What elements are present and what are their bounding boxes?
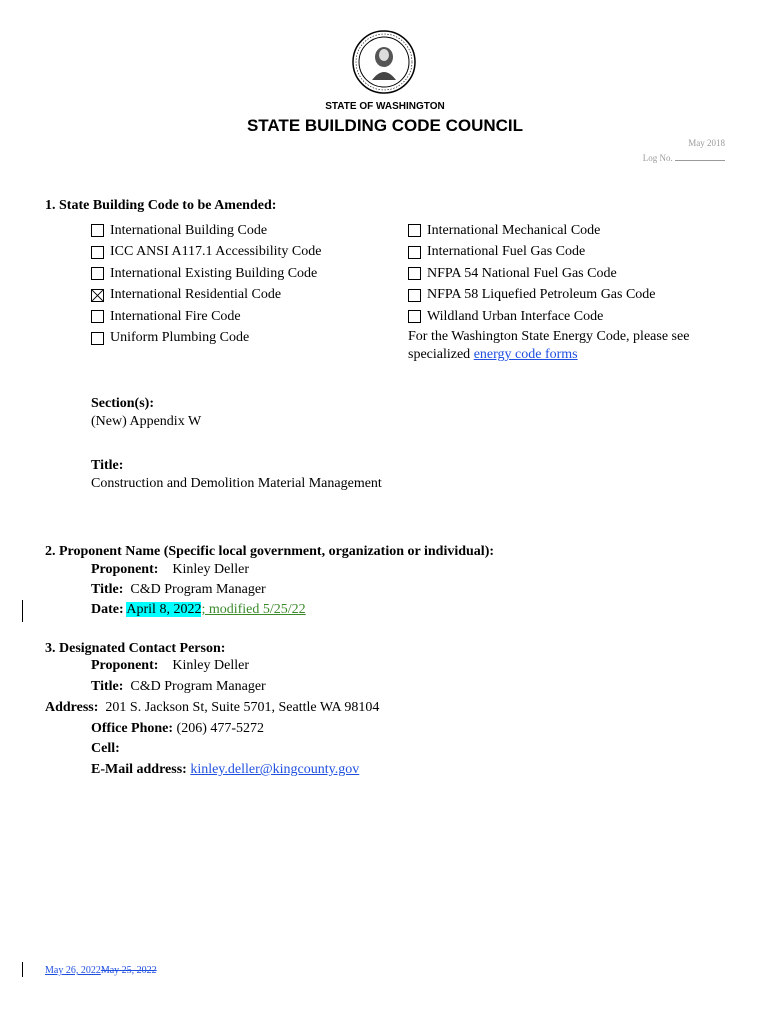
code-option[interactable] (408, 306, 656, 328)
checkbox[interactable] (91, 246, 104, 259)
code-label: International Residential Code (110, 287, 282, 303)
contact-proponent-row: Proponent: Kinley Deller (91, 658, 250, 673)
office-phone-value: (206) 477-5272 (176, 721, 265, 736)
checkbox[interactable] (91, 267, 104, 280)
contact-title-value: C&D Program Manager (130, 679, 266, 694)
code-label: Wildland Urban Interface Code (427, 308, 604, 324)
change-bar (22, 600, 23, 622)
code-option[interactable] (408, 263, 656, 285)
date-modified-insertion: ; modified 5/25/22 (201, 602, 306, 617)
cell-label: Cell: (91, 741, 120, 756)
contact-proponent-value: Kinley Deller (172, 658, 250, 673)
washington-state-seal-icon (352, 30, 416, 94)
council-title: STATE BUILDING CODE COUNCIL (246, 116, 524, 135)
energy-code-note-line2: specialized energy code forms (408, 347, 578, 362)
state-label: STATE OF WASHINGTON (325, 101, 445, 112)
right-code-list (408, 220, 656, 328)
code-option[interactable] (408, 220, 656, 242)
checkbox[interactable] (408, 224, 421, 237)
checkbox-checked[interactable] (91, 289, 104, 302)
sections-label: Section(s): (91, 396, 154, 411)
section2-heading: 2. Proponent Name (Specific local government, organization or individual): (45, 544, 495, 559)
checkbox[interactable] (408, 289, 421, 302)
code-option[interactable] (91, 220, 321, 242)
footer-change-bar (22, 962, 23, 977)
code-label: International Fuel Gas Code (427, 244, 586, 260)
code-label: NFPA 54 National Fuel Gas Code (427, 265, 617, 281)
proponent-value: Kinley Deller (172, 562, 250, 577)
address-row: Address: 201 S. Jackson St, Suite 5701, Seattle WA 98104 (45, 700, 380, 715)
code-option[interactable] (408, 242, 656, 264)
code-label: International Mechanical Code (427, 222, 601, 238)
section3-heading: 3. Designated Contact Person: (45, 641, 226, 656)
section1-heading: 1. State Building Code to be Amended: (45, 198, 277, 213)
checkbox[interactable] (91, 310, 104, 323)
code-label: NFPA 58 Liquefied Petroleum Gas Code (427, 287, 656, 303)
contact-title-row: Title: C&D Program Manager (91, 679, 266, 694)
code-label: International Fire Code (110, 308, 241, 324)
sections-value: (New) Appendix W (91, 414, 202, 429)
code-label: International Building Code (110, 222, 268, 238)
code-option[interactable] (91, 328, 321, 350)
checkbox[interactable] (408, 310, 421, 323)
checkbox[interactable] (91, 332, 104, 345)
proponent-row: Proponent: Kinley Deller (91, 562, 250, 577)
checkbox[interactable] (408, 267, 421, 280)
code-option[interactable] (91, 285, 321, 307)
checkbox[interactable] (91, 224, 104, 237)
log-number-field: Log No. (643, 151, 725, 163)
code-option[interactable] (408, 285, 656, 307)
address-value: 201 S. Jackson St, Suite 5701, Seattle WA 98104 (105, 700, 380, 715)
code-option[interactable] (91, 306, 321, 328)
code-label: ICC ANSI A117.1 Accessibility Code (110, 244, 322, 260)
proponent-title-row: Title: C&D Program Manager (91, 582, 266, 597)
title-label: Title: (91, 458, 124, 473)
form-revision-date: May 2018 (688, 138, 725, 148)
date-value: April 8, 2022 (126, 602, 202, 617)
checkbox[interactable] (408, 246, 421, 259)
code-option[interactable] (91, 263, 321, 285)
office-phone-row: Office Phone: (206) 477-5272 (91, 721, 265, 736)
email-row: E-Mail address: kinley.deller@kingcounty.gov (91, 762, 360, 777)
title-value: Construction and Demolition Material Management (91, 476, 382, 491)
left-code-list (91, 220, 321, 349)
proponent-title-value: C&D Program Manager (130, 582, 266, 597)
footer-revision-date (45, 965, 157, 976)
code-option[interactable] (91, 242, 321, 264)
email-link[interactable]: kinley.deller@kingcounty.gov (190, 762, 360, 777)
energy-code-note: For the Washington State Energy Code, please see (408, 329, 690, 344)
code-label: International Existing Building Code (110, 265, 318, 281)
energy-code-forms-link[interactable]: energy code forms (473, 347, 578, 362)
date-row: Date: April 8, 2022; modified 5/25/22 (91, 602, 306, 617)
footer-inserted-date: May 26, 2022 (45, 965, 101, 976)
footer-deleted-date: May 25, 2022 (100, 965, 157, 976)
code-label: Uniform Plumbing Code (110, 330, 250, 346)
